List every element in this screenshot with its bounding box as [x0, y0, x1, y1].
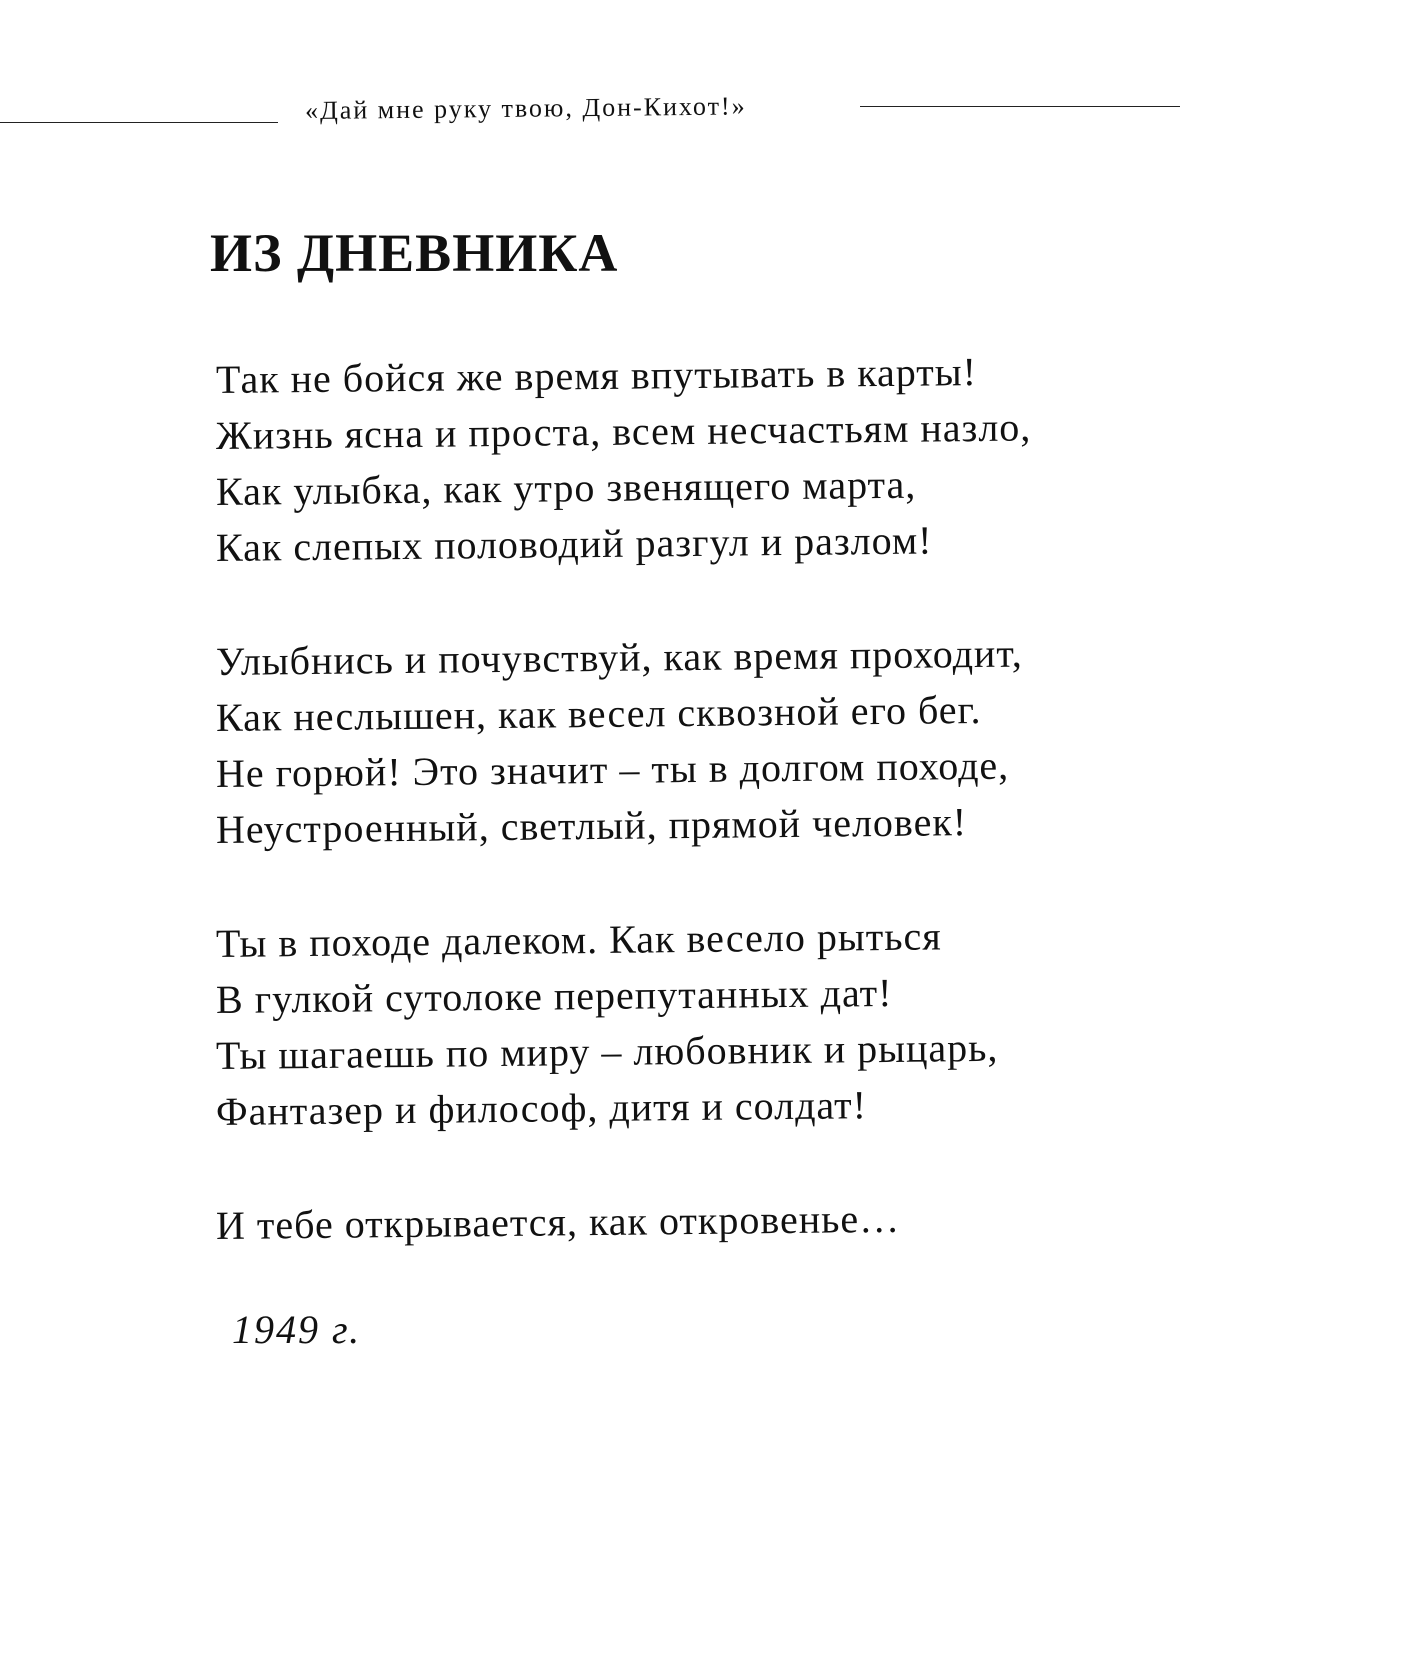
poem-line: Как улыбка, как утро звенящего марта, [215, 461, 917, 514]
stanza [215, 913, 1156, 1140]
poem-line: Как неслышен, как весел сквозной его бег. [215, 686, 982, 740]
poem-line: Ты в походе далеком. Как весело рыться [215, 913, 942, 966]
poem-line: Жизнь ясна и проста, всем несчастьям назло, [215, 404, 1032, 458]
poem-line: Так не бойся же время впутывать в карты! [215, 349, 978, 402]
poem-line: Улыбнись и почувствуй, как время проходит, [215, 630, 1024, 684]
stanza [215, 349, 1156, 576]
running-header [0, 92, 1180, 132]
poem-title: ИЗ ДНЕВНИКА [210, 223, 619, 283]
stanza [215, 630, 1156, 858]
poem-line: И тебе открывается, как откровенье… [215, 1195, 901, 1248]
header-rule-right [860, 106, 1180, 107]
poem-line: Ты шагаешь по миру – любовник и рыцарь, [215, 1024, 999, 1078]
stanza [215, 1195, 1156, 1254]
poem-date: 1949 г. [232, 1307, 362, 1352]
poem-line: Фантазер и философ, дитя и солдат! [215, 1082, 868, 1134]
poem-line: В гулкой сутолоке перепутанных дат! [215, 969, 893, 1022]
poem-line: Как слепых половодий разгул и разлом! [215, 517, 933, 570]
running-title: «Дай мне руку твою, Дон-Кихот!» [304, 91, 747, 125]
poem-line: Неустроенный, светлый, прямой человек! [215, 799, 968, 852]
poem-body [215, 349, 1156, 1312]
header-rule-left [0, 122, 278, 123]
poem-line: Не горюй! Это значит – ты в долгом походе, [215, 742, 1010, 796]
